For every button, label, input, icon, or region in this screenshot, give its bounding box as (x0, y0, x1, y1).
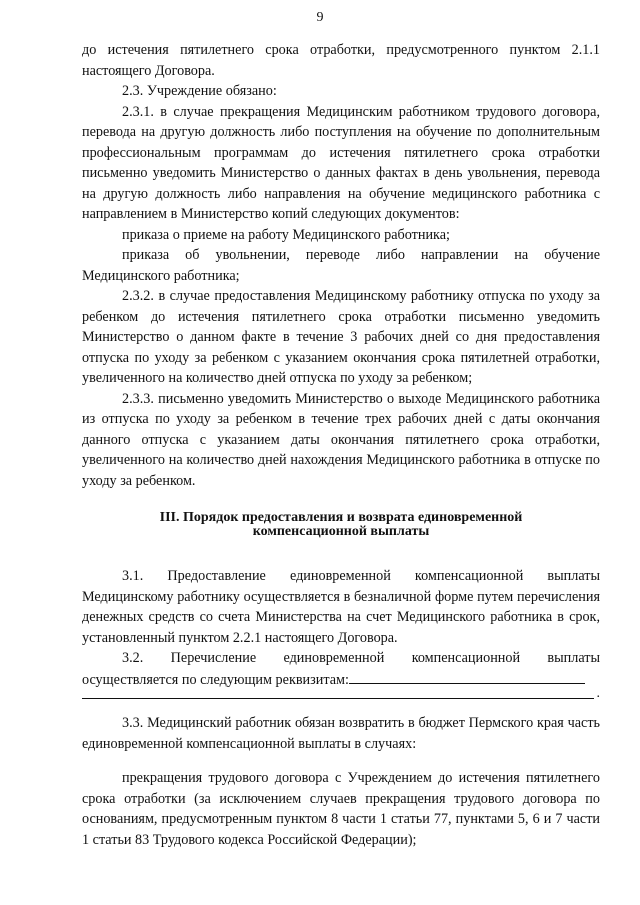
paragraph-continuation: до истечения пятилетнего срока отработки, предусмотренного пунктом 2.1.1 настоящего Договора. (82, 42, 600, 79)
section-heading-line-2: компенсационной выплаты (252, 524, 430, 539)
paragraph-3-1: 3.1. Предоставление единовременной компенсационной выплаты Медицинскому работнику осуществляется в безналичной форме путем перечисления денежных средств со счета Министерства на счет Медицинского работника в срок, установленный пунктом 2.2.1 настоящего Договора. (82, 568, 600, 646)
document-body (82, 40, 600, 850)
paragraph-3-2 (82, 648, 600, 690)
paragraph-3-3: 3.3. Медицинский работник обязан возвратить в бюджет Пермского края часть единовременной компенсационной выплаты в случаях: (82, 715, 600, 752)
paragraph-order-dismissal: приказа об увольнении, переводе либо направлении на обучение Медицинского работника; (82, 247, 600, 284)
page-number: 9 (316, 10, 324, 25)
paragraph-termination: прекращения трудового договора с Учреждением до истечения пятилетнего срока отработки (за исключением случаев прекращения трудового договора по основаниям, предусмотренным пунктом 8 части 1 статьи 77, пунктами 5, 6 и 7 части 1 статьи 83 Трудового кодекса Российской Федерации); (82, 770, 600, 848)
section-heading-line-1: III. Порядок предоставления и возврата единовременной (159, 510, 523, 525)
paragraph-2-3-1: 2.3.1. в случае прекращения Медицинским работником трудового договора, перевода на другую должность либо поступления на обучение по дополнительным профессиональным программам до истечения пятилетнего срока отработки письменно уведомить Министерство о данных фактах в день увольнения, перевода на другую должность либо направления на обучение медицинского работника с направлением в Министерство копий следующих документов: (82, 103, 600, 222)
requisites-blank-line-2 (82, 685, 600, 701)
paragraph-2-3: 2.3. Учреждение обязано: (122, 83, 277, 99)
section-heading (82, 511, 600, 539)
paragraph-2-3-3: 2.3.3. письменно уведомить Министерство о выходе Медицинского работника из отпуска по уходу за ребенком в течение трех рабочих дней с даты окончания данного отпуска с указанием даты окончания пятилетнего срока отработки, увеличенного на количество дней нахождения Медицинского работника в отпуске по уходу за ребенком. (82, 390, 600, 489)
paragraph-3-2-text: 3.2. Перечисление единовременной компенсационной выплаты осуществляется по следующим реквизитам: (82, 650, 600, 688)
paragraph-2-3-2: 2.3.2. в случае предоставления Медицинскому работнику отпуска по уходу за ребенком до истечения пятилетнего срока отработки письменно уведомить Министерство о данном факте в течение 3 рабочих дней со дня предоставления отпуска по уходу за ребенком с указанием окончания срока пятилетней отработки, увеличенного на количество дней отпуска по уходу за ребенком; (82, 288, 600, 386)
paragraph-order-hire: приказа о приеме на работу Медицинского работника; (122, 226, 450, 243)
requisites-end-dot: . (596, 685, 600, 701)
requisites-blank-line (349, 669, 585, 684)
